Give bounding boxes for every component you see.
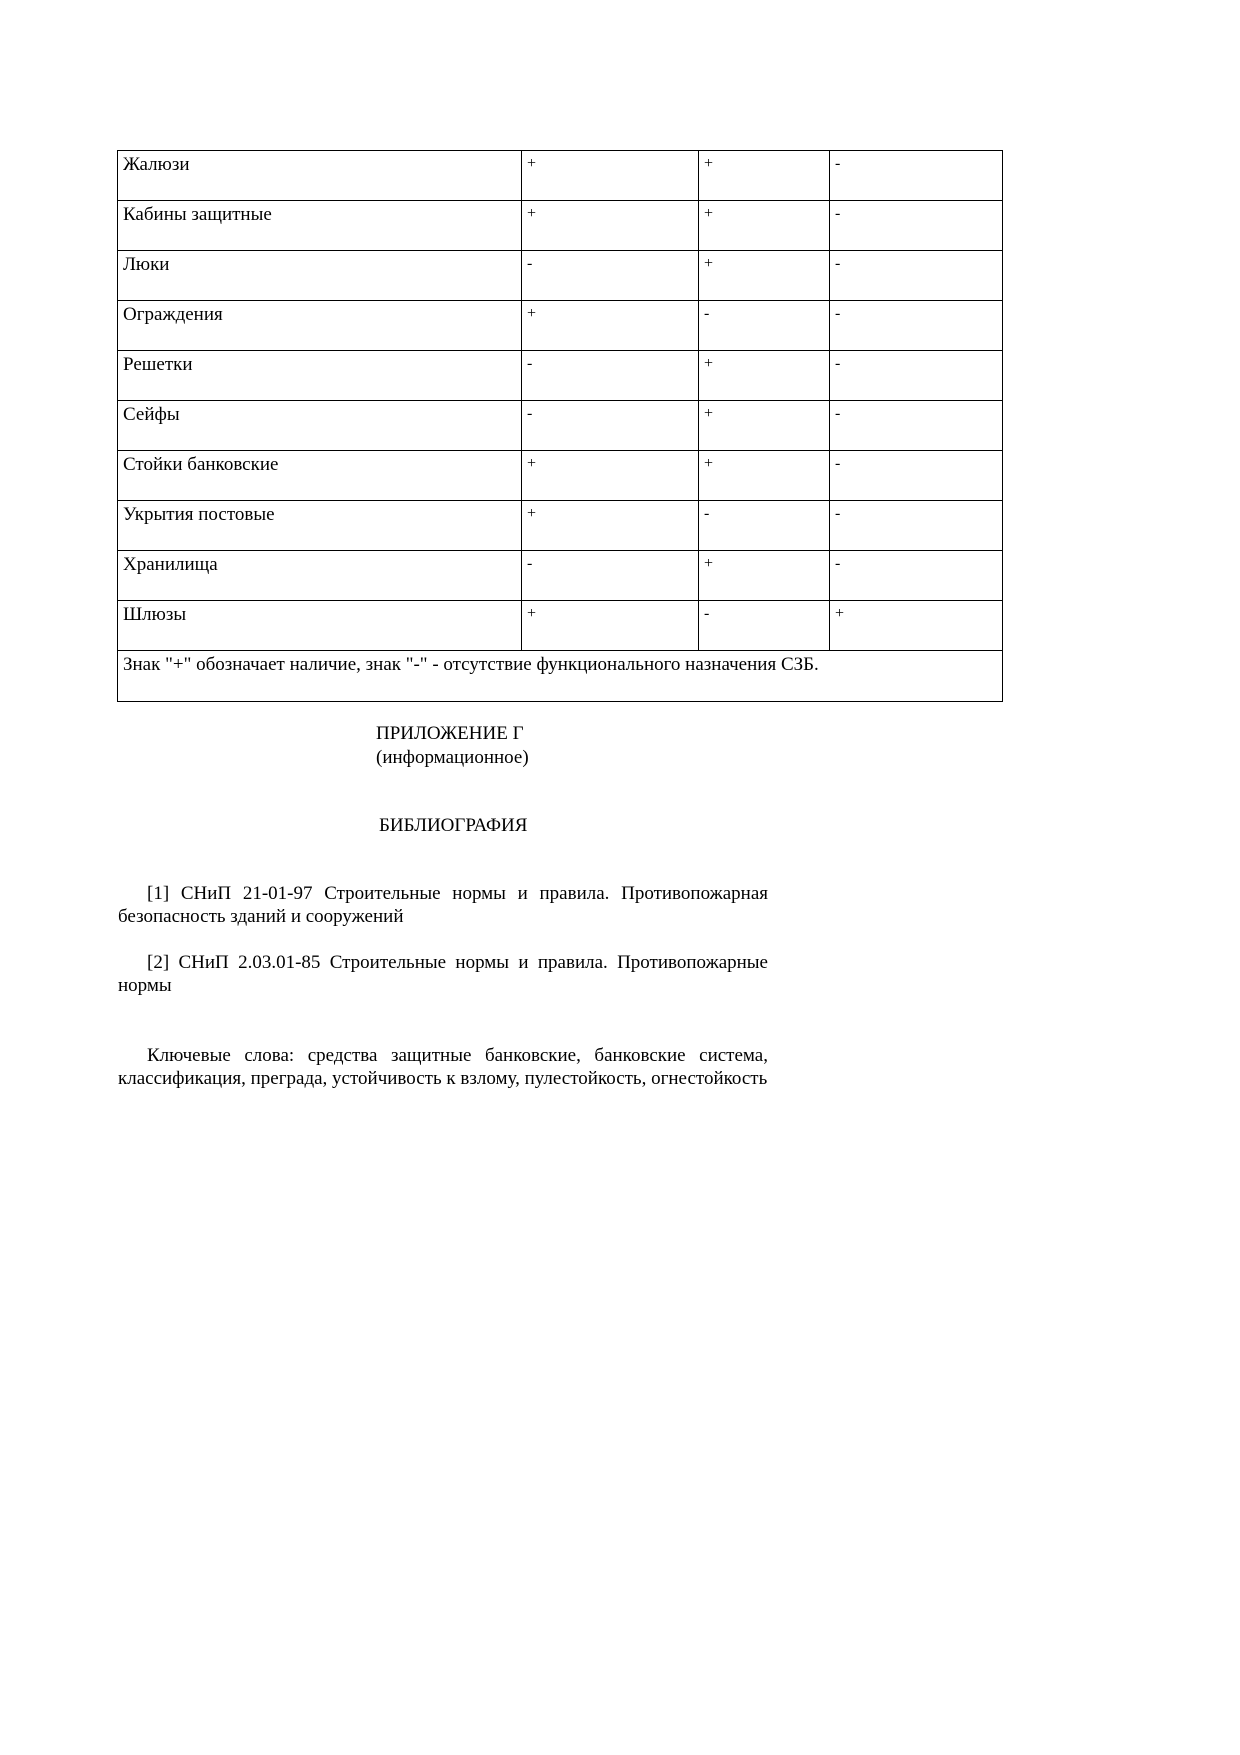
row-name: Ограждения xyxy=(118,301,522,351)
table-row xyxy=(118,551,1003,601)
table-note: Знак "+" обозначает наличие, знак "-" - отсутствие функционального назначения СЗБ. xyxy=(118,651,1003,702)
row-value-2: + xyxy=(699,401,830,451)
row-value-3: - xyxy=(830,251,1003,301)
row-name: Кабины защитные xyxy=(118,201,522,251)
row-value-3: - xyxy=(830,151,1003,201)
row-value-2: + xyxy=(699,151,830,201)
row-value-3: + xyxy=(830,601,1003,651)
row-value-2: + xyxy=(699,201,830,251)
row-value-3: - xyxy=(830,501,1003,551)
row-value-2: - xyxy=(699,501,830,551)
row-name: Жалюзи xyxy=(118,151,522,201)
appendix-subtitle: (информационное) xyxy=(376,747,529,768)
row-value-2: - xyxy=(699,601,830,651)
row-value-3: - xyxy=(830,351,1003,401)
table-row xyxy=(118,451,1003,501)
table-row xyxy=(118,251,1003,301)
row-value-2: + xyxy=(699,451,830,501)
row-value-1: + xyxy=(522,201,699,251)
row-value-1: - xyxy=(522,401,699,451)
table-row xyxy=(118,351,1003,401)
table-row xyxy=(118,401,1003,451)
szb-function-table xyxy=(117,150,1003,702)
row-value-3: - xyxy=(830,201,1003,251)
bibliography-title: БИБЛИОГРАФИЯ xyxy=(379,815,528,836)
row-name: Хранилища xyxy=(118,551,522,601)
table-row xyxy=(118,501,1003,551)
row-value-3: - xyxy=(830,301,1003,351)
row-value-1: - xyxy=(522,551,699,601)
appendix-title: ПРИЛОЖЕНИЕ Г xyxy=(376,723,524,744)
row-name: Стойки банковские xyxy=(118,451,522,501)
row-name: Люки xyxy=(118,251,522,301)
table-row xyxy=(118,301,1003,351)
row-value-1: - xyxy=(522,251,699,301)
bibliography-entry-1: [1] СНиП 21-01-97 Строительные нормы и правила. Противопожарная безопасность зданий и сооружений xyxy=(118,883,768,927)
row-value-2: + xyxy=(699,551,830,601)
row-value-2: + xyxy=(699,351,830,401)
row-value-3: - xyxy=(830,401,1003,451)
row-value-3: - xyxy=(830,451,1003,501)
row-name: Сейфы xyxy=(118,401,522,451)
row-value-2: + xyxy=(699,251,830,301)
row-name: Шлюзы xyxy=(118,601,522,651)
bibliography-entry-2: [2] СНиП 2.03.01-85 Строительные нормы и правила. Противопожарные нормы xyxy=(118,952,768,996)
row-name: Укрытия постовые xyxy=(118,501,522,551)
row-value-2: - xyxy=(699,301,830,351)
row-value-1: + xyxy=(522,601,699,651)
table-row xyxy=(118,151,1003,201)
row-value-1: + xyxy=(522,301,699,351)
table-row xyxy=(118,601,1003,651)
keywords-paragraph: Ключевые слова: средства защитные банковские, банковские система, классификация, преграда, устойчивость к взлому, пулестойкость, огнестойкость xyxy=(118,1045,768,1089)
row-value-1: + xyxy=(522,451,699,501)
row-value-1: - xyxy=(522,351,699,401)
table-row xyxy=(118,201,1003,251)
row-name: Решетки xyxy=(118,351,522,401)
table-note-row xyxy=(118,651,1003,702)
row-value-1: + xyxy=(522,151,699,201)
row-value-1: + xyxy=(522,501,699,551)
row-value-3: - xyxy=(830,551,1003,601)
